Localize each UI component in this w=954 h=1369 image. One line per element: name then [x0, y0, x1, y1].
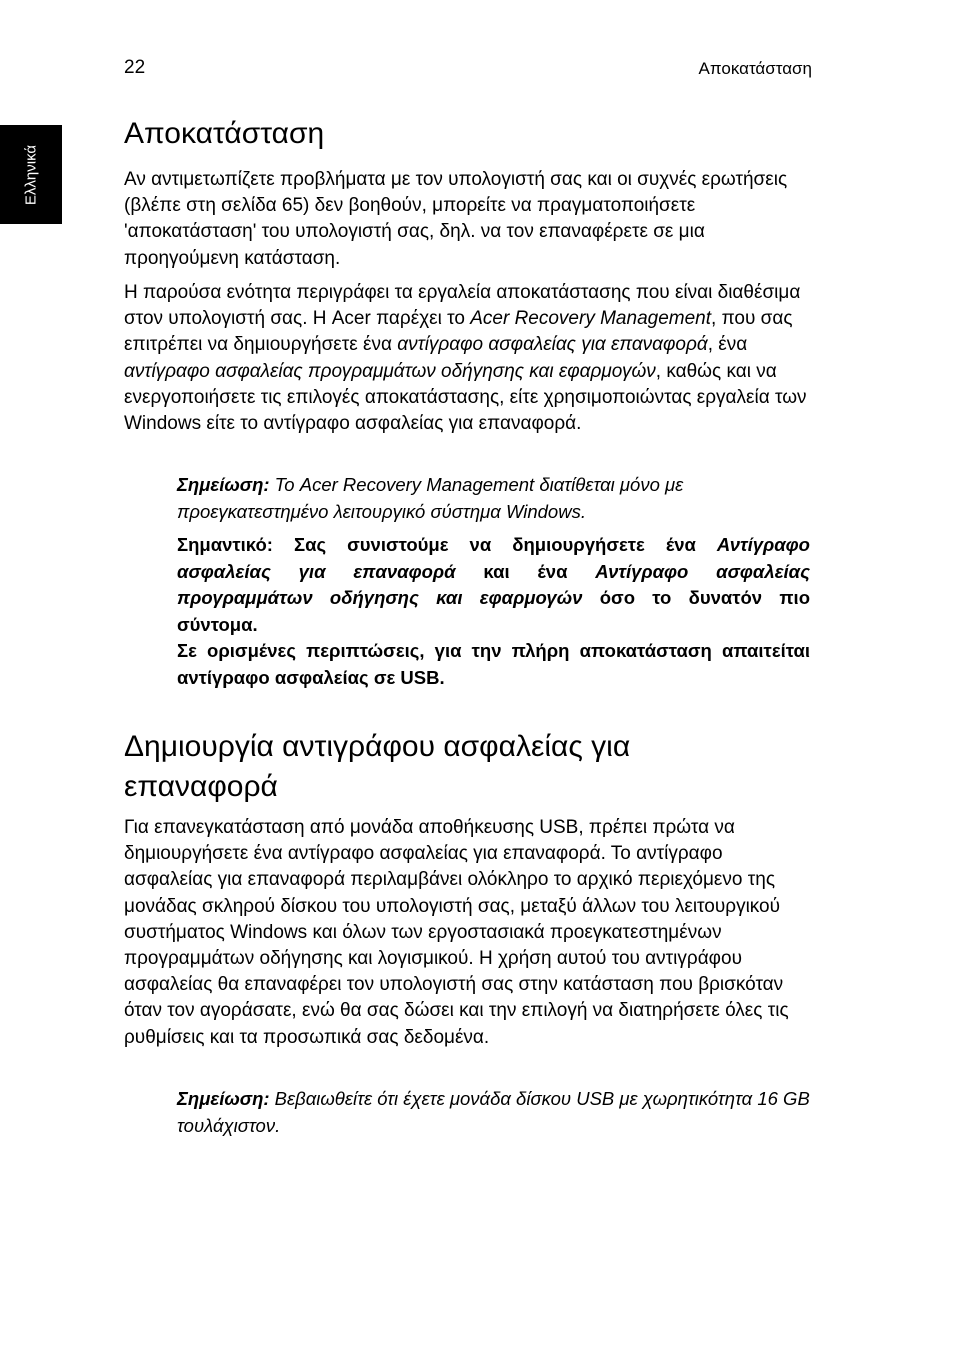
section-title-recovery: Αποκατάσταση — [124, 117, 325, 150]
language-tab-label: Ελληνικά — [22, 144, 40, 205]
important-text-3: όσο το δυνατόν πιο σύντομα. — [177, 587, 810, 635]
backup-paragraph: Για επανεγκατάσταση από μονάδα αποθήκευσης USB, πρέπει πρώτα να δημιουργήσετε ένα αντίγραφο ασφαλείας για επαναφορά. Το αντίγραφο ασφαλείας για επαναφορά περιλαμβάνει ολόκληρο το αρχικό περιεχόμενο της μονάδας σκληρού δίσκου του υπολογιστή σας, μεταξύ άλλων του λειτουργικού συστήματος Windows και όλων των εργοστασιακά προεγκατεστημένων προγραμμάτων οδήγησης και λογισμικού. Η χρήση αυτού του αντιγράφου ασφαλείας θα επαναφέρει τον υπολογιστή σας στην κατάσταση που βρισκόταν όταν τον αγοράσατε, ενώ θα σας δώσει και την επιλογή να διατηρήσετε όλες τις ρυθμίσεις και τα προσωπικά σας δεδομένα. — [124, 817, 789, 1048]
tools-text-3: , ένα — [707, 334, 748, 356]
note-label: Σημείωση: — [177, 1088, 270, 1109]
important-text-2: και ένα — [455, 560, 596, 582]
important-italic-1: Αντίγραφο ασφαλείας για επαναφορά — [177, 534, 810, 582]
tools-italic-3: αντίγραφο ασφαλείας προγραμμάτων οδήγησης και εφαρμογών — [124, 360, 656, 382]
tools-italic-2: αντίγραφο ασφαλείας για επαναφορά — [397, 334, 708, 356]
note-text: Το Acer Recovery Management διατίθεται μόνο με προεγκατεστημένο λειτουργικό σύστημα Windows. — [177, 474, 684, 522]
tools-text-4: , καθώς και να ενεργοποιήσετε τις επιλογές αποκατάστασης, είτε χρησιμοποιώντας εργαλεία των Windows είτε το αντίγραφο ασφαλείας για επαναφορά. — [124, 360, 807, 435]
language-tab — [0, 125, 62, 224]
intro-paragraph: Αν αντιμετωπίζετε προβλήματα με τον υπολογιστή σας και οι συχνές ερωτήσεις (βλέπε στη σελίδα 65) δεν βοηθούν, μπορείτε να πραγματοποιήσετε 'αποκατάσταση' του υπολογιστή σας, δηλ. να τον επαναφέρετε σε μια προηγούμενη κατάσταση. — [124, 169, 788, 269]
page-number: 22 — [124, 57, 146, 78]
important-paragraph — [177, 532, 810, 638]
tools-text-1: Η παρούσα ενότητα περιγράφει τα εργαλεία αποκατάστασης που είναι διαθέσιμα στον υπολογιστή σας. Η Acer παρέχει το — [124, 282, 801, 330]
note-usb-capacity — [177, 1086, 810, 1139]
important-italic-2: Αντίγραφο ασφαλείας προγραμμάτων οδήγησης και εφαρμογών — [177, 560, 811, 608]
tools-text-2: , που σας επιτρέπει να δημιουργήσετε ένα — [124, 308, 793, 356]
important-text-1: Σημαντικό: Σας συνιστούμε να δημιουργήσετε ένα — [177, 534, 717, 555]
note-recovery-management — [177, 472, 810, 525]
note-label: Σημείωση: — [177, 474, 270, 495]
usb-requirement-paragraph: Σε ορισμένες περιπτώσεις, για την πλήρη αποκατάσταση απαιτείται αντίγραφο ασφαλείας σε USB. — [177, 640, 810, 688]
note-text: Βεβαιωθείτε ότι έχετε μονάδα δίσκου USB με χωρητικότητα 16 GB τουλάχιστον. — [177, 1088, 810, 1136]
tools-paragraph — [124, 280, 810, 437]
running-header: Αποκατάσταση — [698, 59, 812, 78]
section-title-create-backup: Δημιουργία αντιγράφου ασφαλείας για επαναφορά — [124, 730, 631, 803]
tools-italic-1: Acer Recovery Management — [470, 308, 712, 330]
